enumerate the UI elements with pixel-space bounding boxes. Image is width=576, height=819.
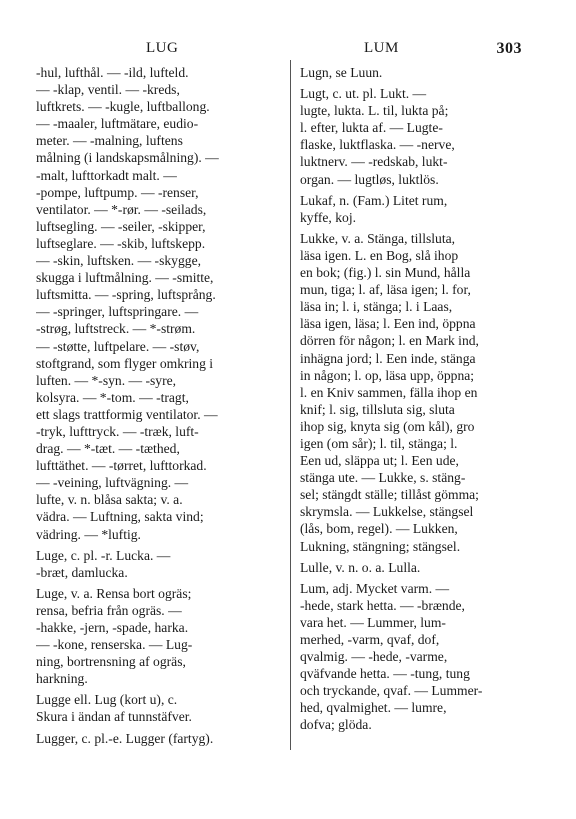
text-line: -malt, lufttorkadt malt. — — [36, 167, 177, 183]
text-line: meter. — -malning, luftens — [36, 133, 183, 149]
text-line: -tryk, lufttryck. — -træk, luft- — [36, 423, 199, 439]
text-line: luftsegling. — -seiler, -skipper, — [36, 218, 206, 234]
text-line: skugga i luftmålning. — -smitte, — [36, 270, 214, 286]
text-line: rensa, befria från ogräs. — — [36, 602, 182, 618]
text-line: luftkrets. — -kugle, luftballong. — [36, 99, 210, 115]
text-line: luftseglare. — -skib, luftskepp. — [36, 235, 206, 251]
text-line: dörren för någon; l. en Mark ind, — [300, 333, 479, 349]
text-line: Luge, v. a. Rensa bort ogräs; — [36, 585, 192, 601]
text-line: stänga ute. — Lukke, s. stäng- — [300, 470, 466, 486]
text-line: hed, qvalmighet. — lumre, — [300, 700, 447, 716]
text-line: skrymsla. — Lukkelse, stängsel — [300, 504, 474, 520]
text-line: Lugger, c. pl.-e. Lugger (fartyg). — [36, 730, 214, 746]
page-number: 303 — [496, 40, 522, 57]
text-line: — -støtte, luftpelare. — -støv, — [36, 338, 200, 354]
page-header — [34, 40, 522, 64]
text-line: vädra. — Luftning, sakta vind; — [36, 509, 204, 525]
text-line: Lukke, v. a. Stänga, tillsluta, — [300, 230, 456, 246]
text-line: -hede, stark hetta. — -brænde, — [300, 597, 465, 613]
text-line: Lukaf, n. (Fam.) Litet rum, — [300, 192, 448, 208]
text-line: qväfvande hetta. — -tung, tung — [300, 666, 470, 682]
text-line: lugte, lukta. L. til, lukta på; — [300, 103, 449, 119]
text-line: l. efter, lukta af. — Lugte- — [300, 120, 443, 136]
text-line: (lås, bom, regel). — Lukken, — [300, 521, 458, 537]
text-line: -strøg, luftstreck. — *-strøm. — [36, 321, 196, 337]
text-line: lufttäthet. — -tørret, lufttorkad. — [36, 458, 207, 474]
text-line: — -veining, luftvägning. — — [36, 475, 189, 491]
text-line: läsa igen. L. en Bog, slå ihop — [300, 247, 459, 263]
text-line: läsa igen, läsa; l. Een ind, öppna — [300, 316, 476, 332]
text-line: stoftgrand, som flyger omkring i — [36, 355, 214, 371]
right-column — [300, 64, 532, 734]
text-line: drag. — *-tæt. — -tæthed, — [36, 441, 180, 457]
text-line: organ. — lugtløs, luktlös. — [300, 171, 439, 187]
text-line: ihop sig, knyta sig (om kål), gro — [300, 418, 475, 434]
text-line: målning (i landskapsmålning). — — [36, 150, 219, 166]
text-line: merhed, -varm, qvaf, dof, — [300, 632, 440, 647]
text-line: läsa in; l. i, stänga; l. i Laas, — [300, 299, 453, 315]
text-line: luften. — *-syn. — -syre, — [36, 372, 177, 388]
text-line: — -springer, luftspringare. — — [36, 304, 199, 320]
text-line: harkning. — [36, 671, 88, 687]
text-line: kolsyra. — *-tom. — -tragt, — [36, 389, 189, 405]
left-column — [36, 64, 284, 747]
text-line: vädring. — *luftig. — [36, 526, 141, 542]
header-left-word: LUG — [146, 40, 179, 56]
text-line: Lum, adj. Mycket varm. — — [300, 580, 450, 596]
text-line: Lulle, v. n. o. a. Lulla. — [300, 559, 421, 575]
text-line: knif; l. sig, tillsluta sig, sluta — [300, 401, 455, 417]
text-line: — -kone, renserska. — Lug- — [36, 637, 193, 653]
text-line: en bok; (fig.) l. sin Mund, hålla — [300, 265, 471, 281]
text-line: Lugge ell. Lug (kort u), c. — [36, 692, 178, 708]
text-line: qvalmig. — -hede, -varme, — [300, 649, 448, 665]
text-line: dofva; glöda. — [300, 717, 372, 733]
text-line: — -klap, ventil. — -kreds, — [36, 82, 180, 98]
text-line: -pompe, luftpump. — -renser, — [36, 184, 199, 200]
text-line: ett slags trattformig ventilator. — — [36, 406, 218, 422]
text-line: vara het. — Lummer, lum- — [300, 614, 446, 630]
text-line: och tryckande, qvaf. — Lummer- — [300, 683, 483, 699]
text-line: in någon; l. op, läsa upp, öppna; — [300, 367, 475, 383]
text-line: l. en Kniv sammen, fälla ihop en — [300, 384, 478, 400]
text-line: Een ud, släppa ut; l. Een ude, — [300, 453, 459, 469]
text-line: -bræt, damlucka. — [36, 564, 128, 580]
text-line: Luge, c. pl. -r. Lucka. — — [36, 547, 171, 563]
text-line: lufte, v. n. blåsa sakta; v. a. — [36, 492, 183, 508]
text-line: Lugt, c. ut. pl. Lukt. — — [300, 86, 427, 102]
text-line: -hakke, -jern, -spade, harka. — [36, 620, 189, 635]
text-line: -hul, lufthål. — -ild, lufteld. — [36, 65, 189, 80]
text-line: luktnerv. — -redskab, lukt- — [300, 154, 448, 170]
text-line: igen (om sår); l. til, stänga; l. — [300, 435, 458, 451]
text-line: kyffe, koj. — [300, 209, 357, 225]
text-line: — -maaler, luftmätare, eudio- — [36, 116, 199, 132]
text-line: Lugn, se Luun. — [300, 65, 383, 80]
text-line: Skura i ändan af tunnstäfver. — [36, 709, 192, 725]
text-line: — -skin, luftsken. — -skygge, — [36, 253, 201, 269]
text-line: ventilator. — *-rør. — -seilads, — [36, 201, 207, 217]
text-line: sel; stängdt ställe; tillåst gömma; — [300, 487, 479, 503]
text-line: inhägna jord; l. Een inde, stänga — [300, 350, 476, 366]
header-right-word: LUM — [364, 40, 399, 56]
text-line: Lukning, stängning; stängsel. — [300, 538, 461, 554]
text-line: mun, tiga; l. af, läsa igen; l. for, — [300, 282, 471, 298]
text-line: ning, bortrensning af ogräs, — [36, 654, 186, 670]
text-line: luftsmitta. — -spring, luftsprång. — [36, 287, 216, 303]
text-line: flaske, luktflaska. — -nerve, — [300, 137, 455, 153]
column-divider — [290, 60, 291, 750]
